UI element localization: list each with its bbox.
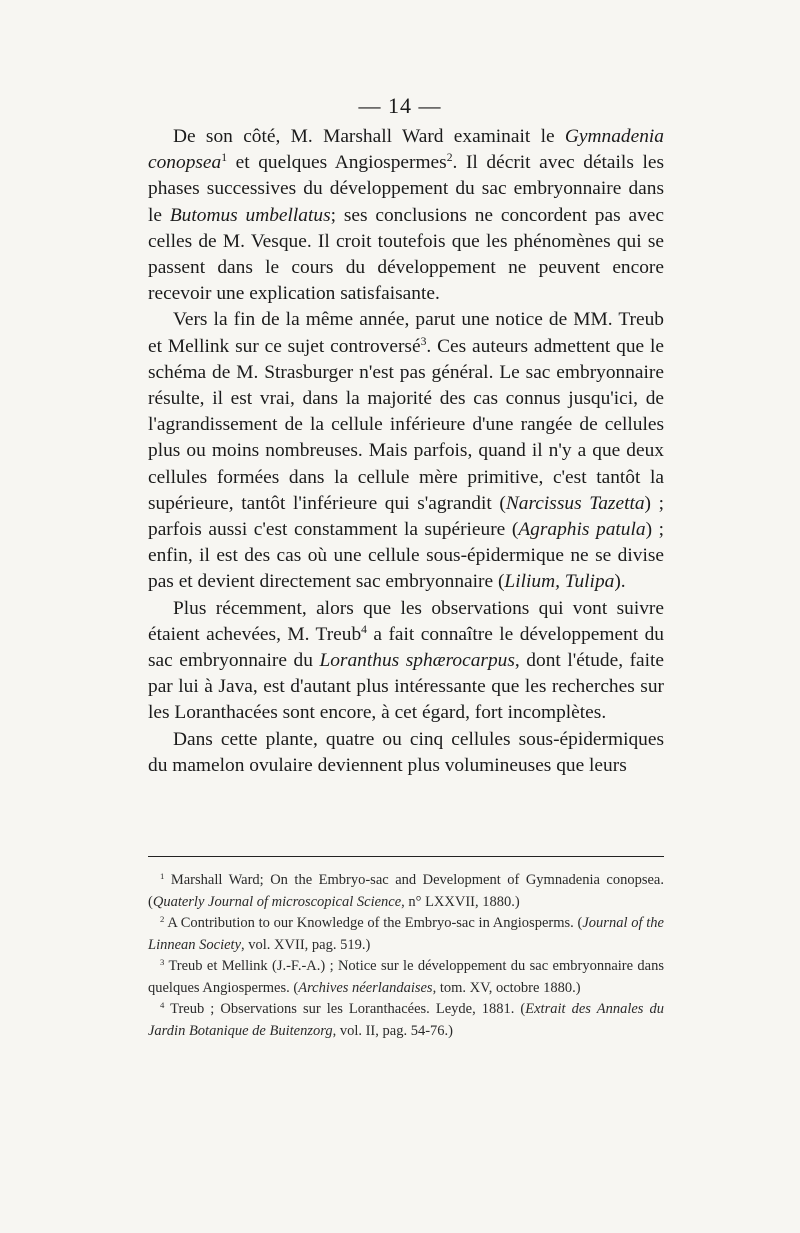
text-run: Vers la fin de la même année, parut une notice de MM. Treub et Mellink sur ce sujet controversé <box>148 309 664 357</box>
species-name: Loranthus sphærocarpus <box>319 650 515 672</box>
citation-title: Quaterly Journal of microscopical Science <box>152 893 402 910</box>
text-run: Dans cette plante, quatre ou cinq cellules sous-épidermiques du mamelon ovulaire deviennent plus volumineuses que leurs <box>148 728 664 776</box>
footnote-ref[interactable]: 2 <box>446 151 453 165</box>
text-run: , n° LXXVII, 1880.) <box>401 893 520 910</box>
main-text <box>148 124 664 779</box>
footnote-1 <box>148 870 664 913</box>
footnote-number: 2 <box>160 913 165 924</box>
text-run: et quelques Angiospermes <box>227 152 447 174</box>
text-run: Plus récemment, alors que les observations qui vont suivre étaient achevées, M. Treub <box>148 597 664 645</box>
paragraph-2 <box>148 307 664 595</box>
paragraph-3 <box>148 596 664 727</box>
text-run: De son côté, M. Marshall Ward examinait le <box>173 126 565 147</box>
species-name: Lilium, Tulipa <box>504 571 615 593</box>
footnote-number: 3 <box>160 956 165 967</box>
footnote-ref[interactable]: 1 <box>221 151 228 165</box>
footnote-ref[interactable]: 3 <box>420 334 427 348</box>
footnotes <box>148 870 664 1042</box>
text-run: , vol. XVII, pag. 519.) <box>241 936 371 953</box>
text-run: Marshall Ward; On the Embryo-sac and Development of Gymnadenia conopsea. ( <box>148 872 664 910</box>
paragraph-4 <box>148 727 664 779</box>
text-run: , dont l'étude, faite par lui à Java, est d'autant plus intéressante que les recherches sur les Loranthacées sont encore, à cet égard, fort incomplètes. <box>148 650 665 724</box>
species-name: Agraphis patula <box>518 519 646 541</box>
text-run: . Ces auteurs admettent que le schéma de M. Strasburger n'est pas général. Le sac embryonnaire résulte, il est vrai, dans la majorité des cas connus jusqu'ici, de l'agrandissement de la cellule inférieure d'une rangée de cellules plus ou moins nombreuses. Mais parfois, quand il n'y a que deux cellules formées dans la cellule mère primitive, c'est tantôt la supérieure, tantôt l'inférieure qui s'agrandit ( <box>148 335 664 514</box>
text-run: . Il décrit avec détails les phases successives du développement du sac embryonnaire dans le <box>148 152 664 226</box>
text-run: ; ses conclusions ne concordent pas avec celles de M. Vesque. Il croit toutefois que les phénomènes qui se passent dans le cours du développement ne peuvent encore recevoir une explication satisfaisante. <box>148 204 664 305</box>
paragraph-1 <box>148 124 664 307</box>
text-run: , vol. II, pag. 54-76.) <box>332 1022 453 1039</box>
footnote-separator <box>148 856 664 857</box>
text-run: A Contribution to our Knowledge of the Embryo-sac in Angiosperms. ( <box>164 915 583 931</box>
citation-title: Extrait des Annales du Jardin Botanique de Buitenzorg <box>148 1001 664 1039</box>
text-run: Treub ; Observations sur les Loranthacées. Leyde, 1881. ( <box>164 1001 526 1017</box>
footnote-ref[interactable]: 4 <box>361 622 367 636</box>
species-name: Gymnadenia conopsea <box>148 126 664 174</box>
text-run: ). <box>614 571 626 593</box>
footnote-4 <box>148 999 664 1042</box>
footnote-3 <box>148 956 664 999</box>
text-run: , tom. XV, octobre 1880.) <box>432 979 581 996</box>
species-name: Narcissus Tazetta <box>505 492 645 514</box>
footnote-2 <box>148 913 664 956</box>
page-number: — 14 — <box>358 93 442 118</box>
footnote-number: 1 <box>160 870 165 881</box>
species-name: Butomus umbellatus <box>169 204 331 226</box>
text-run: ) ; enfin, il est des cas où une cellule sous-épidermique ne se divise pas et devient directement sac embryonnaire ( <box>148 519 664 593</box>
citation-title: Archives néerlandaises <box>298 979 433 996</box>
text-run: Treub et Mellink (J.-F.-A.) ; Notice sur le développement du sac embryonnaire dans quelques Angiospermes. ( <box>148 958 664 996</box>
citation-title: Journal of the Linnean Society <box>148 915 664 953</box>
footnote-number: 4 <box>160 999 165 1010</box>
text-run: ) ; parfois aussi c'est constamment la supérieure ( <box>148 492 664 541</box>
text-run: a fait connaître le développement du sac embryonnaire du <box>148 623 664 672</box>
